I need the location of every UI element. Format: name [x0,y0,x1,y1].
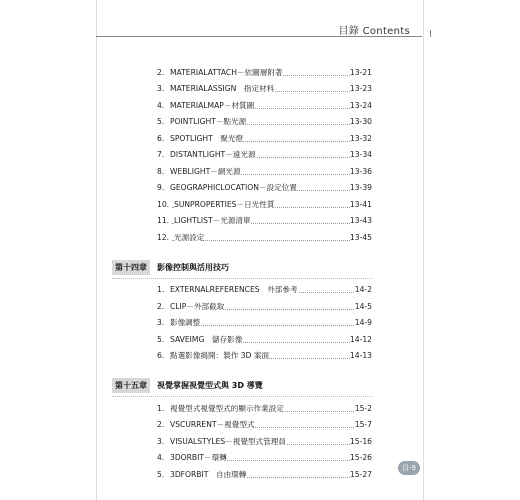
entry-number: 7. [157,150,165,160]
entry-number: 5. [157,469,165,479]
chapter-heading-14 [112,252,412,278]
chapter-label: 第十五章 [112,378,150,393]
entry-title: 影像調整 [170,318,201,328]
toc-entry[interactable] [112,348,412,365]
entry-page: 14-5 [354,301,372,311]
entry-title: 3DORBIT－環轉 [170,453,227,463]
entry-number: 4. [157,100,165,110]
entry-title: VSCURRENT－視覺型式 [170,420,255,430]
entry-page: 13-34 [349,150,372,160]
entry-page: 13-45 [349,232,372,242]
entry-number: 8. [157,166,165,176]
entry-page: 15-26 [349,453,372,463]
entry-number: 10. [157,199,170,209]
entry-page: 14-13 [349,351,372,361]
entry-number: 4. [157,453,165,463]
entry-title: EXTERNALREFERENCES 外部參考 [170,285,298,295]
toc-entry[interactable] [112,282,412,299]
toc-entry[interactable] [112,433,412,450]
entry-page: 15-2 [354,403,372,413]
entry-title: SAVEIMG 儲存影像 [170,334,243,344]
entry-page: 14-2 [354,285,372,295]
chapter-heading-15 [112,370,412,396]
entry-number: 3. [157,436,165,446]
toc-entry[interactable] [112,229,412,246]
entry-title: GEOGRAPHICLOCATION－設定位置 [170,183,297,193]
entry-title: WEBLIGHT－網光源 [170,166,241,176]
entry-number: 3. [157,84,165,94]
entry-page: 14-12 [349,334,372,344]
header-tick [430,30,431,37]
toc-entry[interactable] [112,81,412,98]
toc-entry[interactable] [112,466,412,483]
entry-number: 6. [157,133,165,143]
entry-page: 13-41 [349,199,372,209]
entry-page: 13-43 [349,216,372,226]
entry-title: VISUALSTYLES－視覺型式管理員 [170,436,286,446]
entry-title: 點選影像揭開：製作 3D 案面 [170,351,270,361]
chapter-rule [112,278,372,279]
chapter-title: 視覺掌握視覺型式與 3D 導覽 [157,381,263,390]
toc-group-chapter15 [112,400,412,483]
entry-title: POINTLIGHT－點光源 [170,117,247,127]
entry-title: 3DFORBIT 自由環轉 [170,469,247,479]
entry-number: 1. [157,285,165,295]
toc-entry[interactable] [112,163,412,180]
entry-title: DISTANTLIGHT－遠光源 [170,150,256,160]
entry-title: MATERIALATTACH－依圖層附著 [170,67,283,77]
toc-entry[interactable] [112,130,412,147]
entry-number: 3. [157,318,165,328]
table-of-contents [112,64,412,483]
toc-group-chapter14 [112,282,412,365]
entry-page: 13-21 [349,67,372,77]
entry-page: 13-32 [349,133,372,143]
entry-title: MATERIALASSIGN 指定材料 [170,84,275,94]
entry-number: 6. [157,351,165,361]
toc-entry[interactable] [112,400,412,417]
entry-title: MATERIALMAP－材質圖 [170,100,255,110]
entry-page: 13-23 [349,84,372,94]
entry-page: 14-9 [354,318,372,328]
entry-number: 2. [157,67,165,77]
entry-page: 13-30 [349,117,372,127]
chapter-label: 第十四章 [112,260,150,275]
entry-page: 13-39 [349,183,372,193]
entry-number: 5. [157,117,165,127]
entry-number: 9. [157,183,165,193]
toc-entry[interactable] [112,114,412,131]
toc-entry[interactable] [112,196,412,213]
chapter-title: 影像控制與活用技巧 [157,262,229,272]
toc-entry[interactable] [112,298,412,315]
entry-page: 15-27 [349,469,372,479]
page-number-badge: 目-9 [398,461,420,475]
entry-title: SUNPROPERTIES－日光性質 [174,199,275,209]
entry-number: 2. [157,301,165,311]
toc-entry[interactable] [112,331,412,348]
toc-group-chapter13 [112,64,412,246]
entry-page: 15-16 [349,436,372,446]
entry-number: 1. [157,403,165,413]
toc-entry[interactable] [112,147,412,164]
toc-entry[interactable] [112,417,412,434]
entry-number: 12. [157,232,170,242]
entry-page: 15-7 [354,420,372,430]
toc-entry[interactable] [112,180,412,197]
entry-title: SPOTLIGHT 聚光燈 [170,133,244,143]
entry-title: 光源設定 [174,232,205,242]
entry-number: 11. [157,216,170,226]
entry-title: CLIP－外部截取 [170,301,225,311]
entry-title: 視覺型式視覺型式的顯示作業設定 [170,403,284,413]
toc-entry[interactable] [112,213,412,230]
chapter-rule [112,396,372,397]
entry-number: 2. [157,420,165,430]
entry-title: LIGHTLIST－光源清單 [174,216,251,226]
leader-dots [172,325,368,326]
entry-number: 5. [157,334,165,344]
entry-page: 13-24 [349,100,372,110]
toc-entry[interactable] [112,97,412,114]
toc-entry[interactable] [112,64,412,81]
page-header-title: 目錄 Contents [338,26,410,37]
entry-page: 13-36 [349,166,372,176]
toc-entry[interactable] [112,450,412,467]
toc-entry[interactable] [112,315,412,332]
